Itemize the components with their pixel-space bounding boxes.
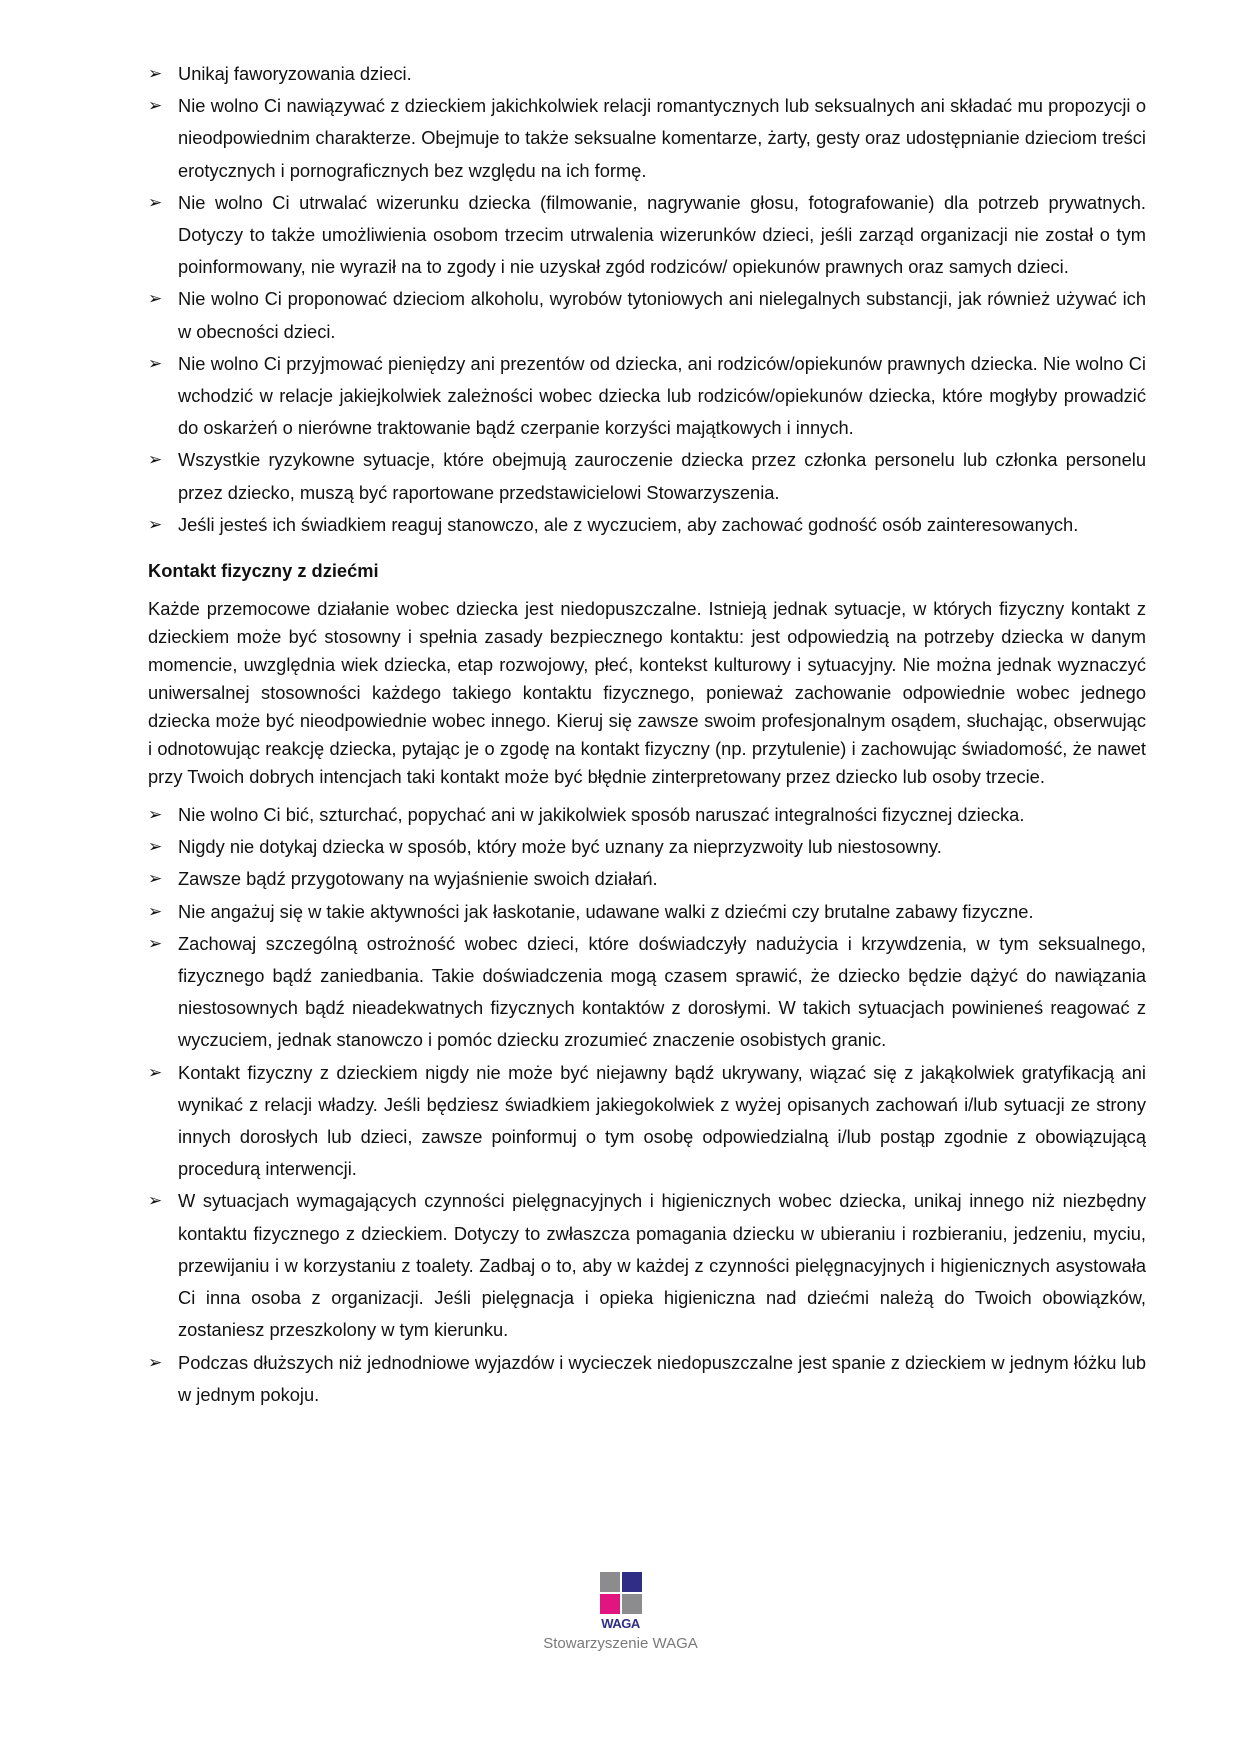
list-item: ➢ Wszystkie ryzykowne sytuacje, które obejmują zauroczenie dziecka przez członka personelu lub członka personelu przez dziecko, muszą być raportowane przedstawicielowi Stowarzyszenia.: [148, 444, 1146, 508]
section-heading: Kontakt fizyczny z dziećmi: [148, 560, 379, 582]
arrow-bullet-icon: ➢: [148, 96, 163, 116]
arrow-bullet-icon: ➢: [148, 1062, 163, 1082]
arrow-bullet-icon: ➢: [148, 933, 163, 953]
list-item: ➢ W sytuacjach wymagających czynności pielęgnacyjnych i higienicznych wobec dziecka, unikaj innego niż niezbędny kontaktu fizycznego z dzieckiem. Dotyczy to zwłaszcza pomagania dziecku w ubieraniu i rozbieraniu, jedzeniu, myciu, przewijaniu i w korzystaniu z toalety. Zadbaj o to, aby w każdej z czynności pielęgnacyjnych i higienicznych asystowała Ci inna osoba z organizacji. Jeśli pielęgnacja i opieka higieniczna nad dziećmi należą do Twoich obowiązków, zostaniesz przeszkolony w tym kierunku.: [148, 1185, 1146, 1346]
arrow-bullet-icon: ➢: [148, 192, 163, 212]
list-item: ➢ Kontakt fizyczny z dzieckiem nigdy nie może być niejawny bądź ukrywany, wiązać się z jakąkolwiek gratyfikacją ani wynikać z relacji władzy. Jeśli będziesz świadkiem jakiegokolwiek z wyżej opisanych zachowań i/lub sytuacji ze strony innych dorosłych lub dzieci, zawsze poinformuj o tym osobę odpowiedzialną i/lub postąp zgodnie z obowiązującą procedurą interwencji.: [148, 1057, 1146, 1186]
list-item: ➢ Nie wolno Ci przyjmować pieniędzy ani prezentów od dziecka, ani rodziców/opiekunów prawnych dziecka. Nie wolno Ci wchodzić w relacje jakiejkolwiek zależności wobec dziecka lub rodziców/opiekunów dziecka, które mogłyby prowadzić do oskarżeń o nierówne traktowanie bądź czerpanie korzyści majątkowych i innych.: [148, 348, 1146, 445]
document-page: [148, 58, 1146, 1411]
list-item: ➢ Nigdy nie dotykaj dziecka w sposób, który może być uznany za nieprzyzwoity lub niestosowny.: [148, 831, 1146, 863]
page-footer: [0, 1572, 1241, 1652]
list-item: ➢ Nie wolno Ci utrwalać wizerunku dziecka (filmowanie, nagrywanie głosu, fotografowanie) dla potrzeb prywatnych. Dotyczy to także umożliwienia osobom trzecim utrwalenia wizerunków dzieci, jeśli zarząd organizacji nie został o tym poinformowany, nie wyraził na to zgody i nie uzyskał zgód rodziców/ opiekunów prawnych oraz samych dzieci.: [148, 187, 1146, 284]
physical-contact-rules-list: [148, 799, 1146, 1411]
arrow-bullet-icon: ➢: [148, 869, 163, 889]
list-item: ➢ Nie wolno Ci nawiązywać z dzieckiem jakichkolwiek relacji romantycznych lub seksualnych ani składać mu propozycji o nieodpowiednim charakterze. Obejmuje to także seksualne komentarze, żarty, gesty oraz udostępnianie dzieciom treści erotycznych i pornograficznych bez względu na ich formę.: [148, 90, 1146, 187]
arrow-bullet-icon: ➢: [148, 450, 163, 470]
arrow-bullet-icon: ➢: [148, 64, 163, 83]
section-paragraph: Każde przemocowe działanie wobec dziecka jest niedopuszczalne. Istnieją jednak sytuacje, w których fizyczny kontakt z dzieckiem może być stosowny i spełnia zasady bezpiecznego kontaktu: jest odpowiedzią na potrzeby dziecka w danym momencie, uwzględnia wiek dziecka, etap rozwojowy, płeć, kontekst kulturowy i sytuacyjny. Nie można jednak wyznaczyć uniwersalnej stosowności każdego takiego kontaktu fizycznego, ponieważ zachowanie odpowiednie wobec jednego dziecka może być nieodpowiednie wobec innego. Kieruj się zawsze swoim profesjonalnym osądem, słuchając, obserwując i odnotowując reakcję dziecka, pytając je o zgodę na kontakt fizyczny (np. przytulenie) i zachowując świadomość, że nawet przy Twoich dobrych intencjach taki kontakt może być błędnie zinterpretowany przez dziecko lub osoby trzecie.: [148, 598, 1146, 788]
arrow-bullet-icon: ➢: [148, 1352, 163, 1372]
list-item: ➢ Jeśli jesteś ich świadkiem reaguj stanowczo, ale z wyczuciem, aby zachować godność osób zainteresowanych.: [148, 509, 1146, 541]
list-item: ➢ Podczas dłuższych niż jednodniowe wyjazdów i wycieczek niedopuszczalne jest spanie z dzieckiem w jednym łóżku lub w jednym pokoju.: [148, 1347, 1146, 1411]
waga-logo-icon: [600, 1572, 642, 1614]
arrow-bullet-icon: ➢: [148, 901, 163, 921]
conduct-rules-list: [148, 58, 1146, 541]
organization-name: Stowarzyszenie WAGA: [543, 1635, 698, 1652]
logo-text: WAGA: [601, 1616, 640, 1631]
arrow-bullet-icon: ➢: [148, 353, 163, 373]
arrow-bullet-icon: ➢: [148, 837, 163, 857]
arrow-bullet-icon: ➢: [148, 514, 163, 534]
arrow-bullet-icon: ➢: [148, 289, 163, 309]
list-item: ➢ Nie wolno Ci proponować dzieciom alkoholu, wyrobów tytoniowych ani nielegalnych substancji, jak również używać ich w obecności dzieci.: [148, 283, 1146, 347]
list-item: ➢ Unikaj faworyzowania dzieci.: [148, 58, 1146, 90]
list-item: ➢ Zawsze bądź przygotowany na wyjaśnienie swoich działań.: [148, 863, 1146, 895]
list-item: ➢ Nie angażuj się w takie aktywności jak łaskotanie, udawane walki z dziećmi czy brutalne zabawy fizyczne.: [148, 896, 1146, 928]
list-item: ➢ Nie wolno Ci bić, szturchać, popychać ani w jakikolwiek sposób naruszać integralności fizycznej dziecka.: [148, 799, 1146, 831]
list-item: ➢ Zachowaj szczególną ostrożność wobec dzieci, które doświadczyły nadużycia i krzywdzenia, w tym seksualnego, fizycznego bądź zaniedbania. Takie doświadczenia mogą czasem sprawić, że dziecko będzie dążyć do nawiązania niestosownych bądź nieadekwatnych fizycznych kontaktów z dorosłymi. W takich sytuacjach powinieneś reagować z wyczuciem, jednak stanowczo i pomóc dziecku zrozumieć znaczenie osobistych granic.: [148, 928, 1146, 1057]
arrow-bullet-icon: ➢: [148, 805, 163, 825]
arrow-bullet-icon: ➢: [148, 1191, 163, 1211]
